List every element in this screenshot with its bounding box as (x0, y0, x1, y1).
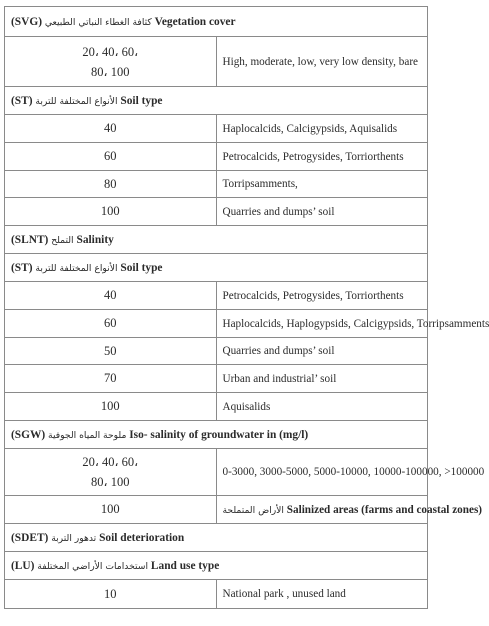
section-header-salinity (5, 226, 428, 254)
table-row (5, 37, 428, 87)
description-bold-text: Salinized areas (farms and coastal zones) (286, 503, 483, 516)
description-cell: Haplocalcids, Calcigypsids, Aquisalids (216, 115, 428, 143)
value-cell: 40 (5, 282, 217, 310)
section-title-deterioration (5, 524, 428, 552)
value-line: 20، 40، 60، (82, 455, 139, 469)
value-cell: 100 (5, 198, 217, 226)
section-code: (SLNT) (11, 233, 49, 246)
value-cell: 100 (5, 393, 217, 421)
section-title-soil-type (5, 254, 428, 282)
value-line: 20، 40، 60، (82, 44, 139, 59)
section-arabic-label: الأنواع المختلفة للتربة (35, 262, 118, 274)
section-arabic-label: تدهور التربة (51, 532, 97, 544)
value-cell: 100 (5, 496, 217, 524)
section-header-groundwater (5, 421, 428, 449)
section-code: (ST) (11, 94, 33, 107)
section-title: Land use type (150, 559, 220, 572)
section-code: (LU) (11, 559, 35, 572)
description-cell (216, 496, 483, 524)
value-cell: 10 (5, 580, 217, 609)
value-cell: 70 (5, 365, 217, 393)
description-arabic-label: الأراض المتملحة (222, 504, 284, 516)
section-header-soil-type (5, 87, 428, 115)
table-row (5, 496, 428, 524)
value-cell: 40 (5, 115, 217, 143)
description-cell: Torripsamments, (216, 171, 428, 198)
section-code: (SDET) (11, 531, 49, 544)
description-cell: High, moderate, low, very low density, bare (216, 37, 428, 87)
description-cell: Petrocalcids, Petrogysides, Torriorthents (216, 282, 428, 310)
description-cell: National park , unused land (216, 580, 428, 609)
section-arabic-label: استخدامات الأراضي المختلفة (37, 560, 149, 572)
table-row (5, 143, 428, 171)
section-header-vegetation (5, 7, 428, 37)
section-title: Vegetation cover (154, 15, 236, 28)
section-header-soil-type (5, 254, 428, 282)
section-title: Soil type (120, 94, 163, 107)
table-row (5, 282, 428, 310)
section-title-salinity (5, 226, 428, 254)
section-code: (ST) (11, 261, 33, 274)
table-row (5, 310, 428, 338)
table-row (5, 171, 428, 198)
description-cell: Aquisalids (216, 393, 428, 421)
section-title-groundwater (5, 421, 428, 449)
section-arabic-label: الأنواع المختلفة للتربة (35, 95, 118, 107)
table-row (5, 365, 428, 393)
table-row (5, 580, 428, 609)
section-title-land-use (5, 552, 428, 580)
table-row (5, 115, 428, 143)
description-cell: Haplocalcids, Haplogypsids, Calcigypsids, Torripsamments (216, 310, 428, 338)
section-header-deterioration (5, 524, 428, 552)
table-row (5, 449, 428, 496)
value-cell: 80 (5, 171, 217, 198)
section-arabic-label: التملح (51, 234, 74, 246)
value-cell (5, 449, 217, 496)
table-row (5, 393, 428, 421)
description-cell: 0-3000, 3000-5000, 5000-10000, 10000-100000, >100000 (216, 449, 428, 496)
section-title-soil-type (5, 87, 428, 115)
value-line: 80، 100 (91, 475, 130, 489)
section-title: Iso- salinity of groundwater in (mg/l) (129, 428, 309, 441)
section-arabic-label: كثافة الغطاء النباتي الطبيعي (44, 16, 152, 28)
value-cell (5, 37, 217, 87)
value-cell: 60 (5, 143, 217, 171)
section-title: Soil type (120, 261, 163, 274)
section-arabic-label: ملوحة المياه الجوفية (48, 429, 127, 441)
value-cell: 60 (5, 310, 217, 338)
section-code: (SVG) (11, 15, 43, 28)
criteria-table (4, 6, 489, 609)
table-row (5, 198, 428, 226)
value-line: 80، 100 (91, 64, 130, 79)
description-cell: Urban and industrial’ soil (216, 365, 428, 393)
description-cell: Petrocalcids, Petrogysides, Torriorthents (216, 143, 428, 171)
section-code: (SGW) (11, 428, 46, 441)
section-title: Soil deterioration (99, 531, 185, 544)
description-cell: Quarries and dumps’ soil (216, 338, 428, 365)
section-header-land-use (5, 552, 428, 580)
value-cell: 50 (5, 338, 217, 365)
section-title: Salinity (76, 233, 114, 246)
section-title-vegetation (5, 7, 428, 37)
table-row (5, 338, 428, 365)
description-cell: Quarries and dumps’ soil (216, 198, 428, 226)
